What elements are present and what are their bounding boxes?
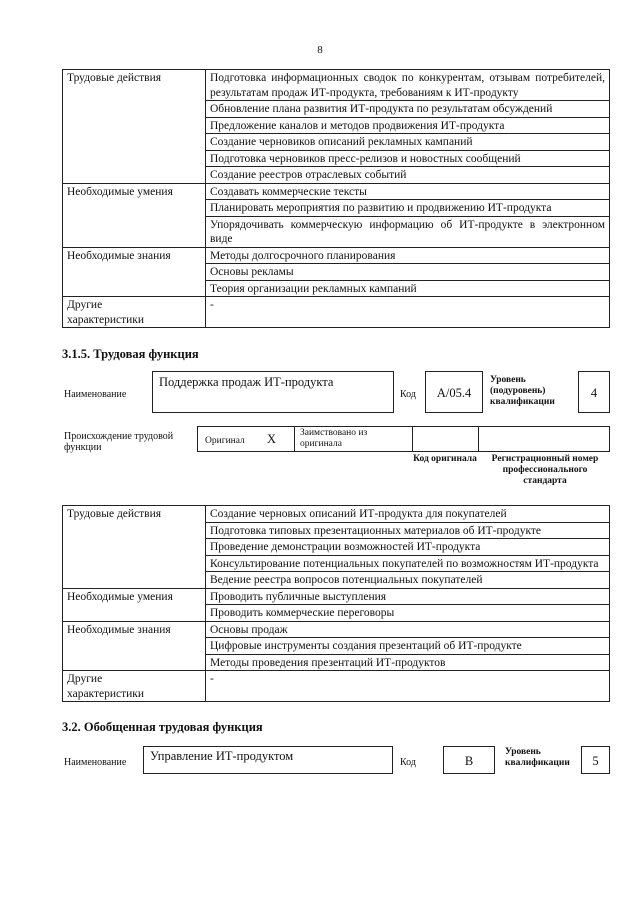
name-value-box xyxy=(143,746,393,774)
table-cell: Создание черновых описаний ИТ-продукта для покупателей xyxy=(206,506,610,523)
table-cell: Методы проведения презентаций ИТ-продуктов xyxy=(206,654,610,671)
table-cell: Подготовка информационных сводок по конкурентам, отзывам потребителей, результатам продаж ИТ-продукта, требованиям к ИТ-продукту xyxy=(206,70,610,101)
table-cell: Ведение реестра вопросов потенциальных покупателей xyxy=(206,572,610,589)
code-label: Код xyxy=(400,757,416,768)
divider xyxy=(412,426,413,452)
name-label: Наименование xyxy=(64,757,127,768)
section-title-315: 3.1.5. Трудовая функция xyxy=(62,347,199,361)
table-row xyxy=(63,588,610,605)
table-cell: Основы продаж xyxy=(206,621,610,638)
origin-label: Происхождение трудовой функции xyxy=(64,431,174,453)
table-cell: Основы рекламы xyxy=(206,264,610,281)
table-cell: Подготовка типовых презентационных материалов об ИТ-продукте xyxy=(206,522,610,539)
page-number: 8 xyxy=(317,44,323,56)
code-box xyxy=(443,746,495,774)
table-cell: Предложение каналов и методов продвижения ИТ-продукта xyxy=(206,117,610,134)
level-label: Уровень (подуровень) квалификации xyxy=(490,375,555,407)
borrowed-label: Заимствовано из оригинала xyxy=(300,428,368,449)
row-label-text: Другие характеристики xyxy=(67,299,145,326)
table-cell: - xyxy=(206,671,610,702)
table-row xyxy=(63,183,610,200)
name-value-box xyxy=(152,371,394,413)
table-cell: Цифровые инструменты создания презентаций об ИТ-продукте xyxy=(206,638,610,655)
divider xyxy=(478,426,479,452)
table-cell: Теория организации рекламных кампаний xyxy=(206,280,610,297)
section-title-32: 3.2. Обобщенная трудовая функция xyxy=(62,720,263,734)
table-cell: Обновление плана развития ИТ-продукта по результатам обсуждений xyxy=(206,101,610,118)
table-cell: Консультирование потенциальных покупателей по возможностям ИТ-продукта xyxy=(206,555,610,572)
name-value: Управление ИТ-продуктом xyxy=(150,749,294,763)
row-label: Трудовые действия xyxy=(63,70,206,184)
code-label: Код xyxy=(400,389,416,400)
level-value: 4 xyxy=(590,386,598,400)
code-value: A/05.4 xyxy=(436,386,472,400)
original-mark: X xyxy=(267,432,277,446)
table-cell: Планировать мероприятия по развитию и продвижению ИТ-продукта xyxy=(206,200,610,217)
table-cell: Проводить публичные выступления xyxy=(206,588,610,605)
table-labor-actions-2 xyxy=(62,505,610,702)
level-value: 5 xyxy=(592,754,599,768)
row-label: Трудовые действия xyxy=(63,506,206,589)
table-cell: Проводить коммерческие переговоры xyxy=(206,605,610,622)
table-row xyxy=(63,247,610,264)
table-row xyxy=(63,297,610,328)
name-value: Поддержка продаж ИТ-продукта xyxy=(159,375,334,389)
table-cell: Проведение демонстрации возможностей ИТ-продукта xyxy=(206,539,610,556)
table-row xyxy=(63,506,610,523)
table-cell: Создание реестров отраслевых событий xyxy=(206,167,610,184)
code-box xyxy=(425,371,483,413)
table-row xyxy=(63,621,610,638)
table-cell: Подготовка черновиков пресс-релизов и новостных сообщений xyxy=(206,150,610,167)
table-cell: - xyxy=(206,297,610,328)
row-label: Необходимые умения xyxy=(63,588,206,621)
row-label: Необходимые знания xyxy=(63,621,206,671)
original-code-caption: Код оригинала xyxy=(413,454,477,464)
row-label: Необходимые умения xyxy=(63,183,206,247)
code-value: B xyxy=(464,754,474,768)
row-label: Необходимые знания xyxy=(63,247,206,297)
row-label xyxy=(63,671,206,702)
row-label xyxy=(63,297,206,328)
table-cell: Создание черновиков описаний рекламных кампаний xyxy=(206,134,610,151)
level-box xyxy=(578,371,610,413)
level-label: Уровень квалификации xyxy=(505,747,570,768)
table-row xyxy=(63,671,610,702)
row-label-text: Другие характеристики xyxy=(67,673,145,700)
table-cell: Упорядочивать коммерческую информацию об ИТ-продукте в электронном виде xyxy=(206,216,610,247)
level-box xyxy=(581,746,610,774)
table-row xyxy=(63,70,610,101)
table-cell: Создавать коммерческие тексты xyxy=(206,183,610,200)
table-cell: Методы долгосрочного планирования xyxy=(206,247,610,264)
original-label: Оригинал xyxy=(205,436,245,446)
name-label: Наименование xyxy=(64,389,127,400)
table-labor-actions-1 xyxy=(62,69,610,328)
reg-number-caption: Регистрационный номер профессионального стандарта xyxy=(491,454,599,486)
divider xyxy=(294,426,295,452)
